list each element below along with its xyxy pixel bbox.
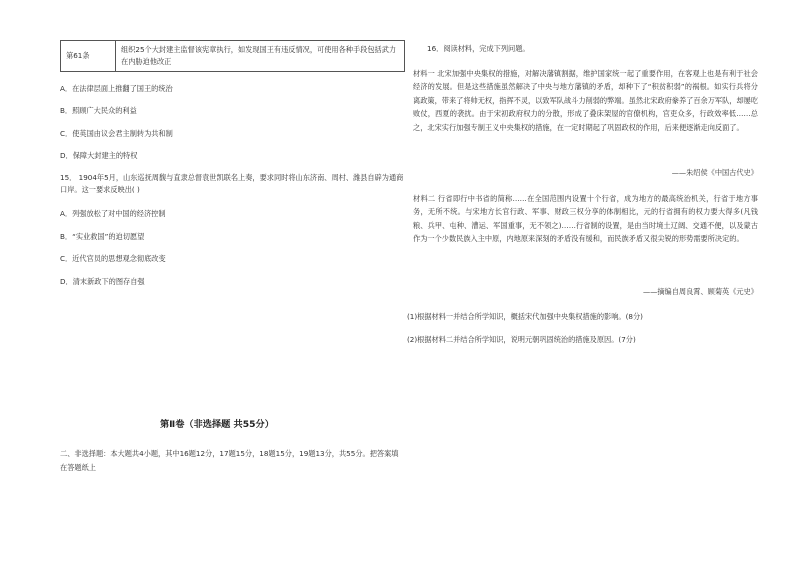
q15-stem: 15． 1904年5月，山东巡抚周馥与直隶总督袁世凯联名上奏，要求同时将山东济南、周村、潍县自辟为通商口岸。这一要求反映出( ) [60, 173, 404, 194]
q14-option-a: A．在法律层面上推翻了国王的统治 [60, 84, 173, 93]
q15-option-d: D．清末新政下的图存自强 [60, 277, 145, 286]
q16-part-2: (2)根据材料二并结合所学知识，说明元朝巩固统治的措施及原因。(7分) [407, 335, 636, 344]
section-ii-instructions: 二、非选择题：本大题共4小题，其中16题12分，17题15分，18题15分，19题13分，共55分。把答案填在答题纸上 [60, 449, 399, 472]
material-one: 材料一 北宋加强中央集权的措施，对解决藩镇割据，维护国家统一起了重要作用，在客观上也是有利于社会经济的发展。但是这些措施虽然解决了中央与地方藩镇的矛盾，却种下了“积贫积弱”的祸根。如实行兵将分离政策，带来了将帅无权，指挥不灵，以致军队战斗力削弱的弊端。虽然北宋政府豢养了百余万军队，却屡吃败仗，西夏的袭扰。由于宋初政府权力的分散，形成了叠床架屋的官僚机构，官吏众多，行政效率低……总之，北宋实行加强专制王义中央集权的措施，在一定时期起了巩固政权的作用，后来便逐渐走向反面了。 [413, 69, 759, 132]
q15-option-c: C．近代官员的思想观念彻底改变 [60, 254, 166, 263]
material-two: 材料二 行省即行中书省的简称……在全国范围内设置十个行省，成为地方的最高统治机关，行省于地方事务，无所不统。与宋地方长官行政、军事、财政三权分享的体制相比，元的行省拥有的权力要大得多(凡钱粮、兵甲、屯种、漕运、军国重事，无不领之)……行省制的设置，是由当时境土辽阔、交通不便，以及蒙古作为一个少数民族入主中原，内地原来深刻的矛盾没有缓和，而民族矛盾又很尖锐的形势需要所决定的。 [413, 194, 758, 244]
q14-option-d: D．保障大封建主的特权 [60, 151, 138, 160]
material-two-source: ——摘编自周良霄、顾菊英《元史》 [642, 287, 758, 296]
q14-option-b: B．照顾广大民众的利益 [60, 106, 137, 115]
article-number-cell: 第61条 [61, 41, 116, 72]
article-content-cell: 组织25个大封建主监督该宪章执行，如发现国王有违反情况，可使用各种手段包括武力在内胁迫他改正 [116, 41, 405, 72]
q15-option-a: A．列强放松了对中国的经济控制 [60, 209, 166, 218]
material-one-source: ——朱绍侯《中国古代史》 [671, 168, 758, 177]
q15-option-b: B．“实业救国”的迫切愿望 [60, 232, 145, 241]
q14-option-c: C．使英国由议会君主制转为共和制 [60, 129, 173, 138]
q16-part-1: (1)根据材料一并结合所学知识，概括宋代加强中央集权措施的影响。(8分) [407, 312, 643, 321]
q16-intro: 16．阅读材料，完成下列问题。 [427, 44, 530, 53]
left-questions [60, 0, 405, 561]
section-ii-title: 第Ⅱ卷（非选择题 共55分） [160, 419, 274, 430]
